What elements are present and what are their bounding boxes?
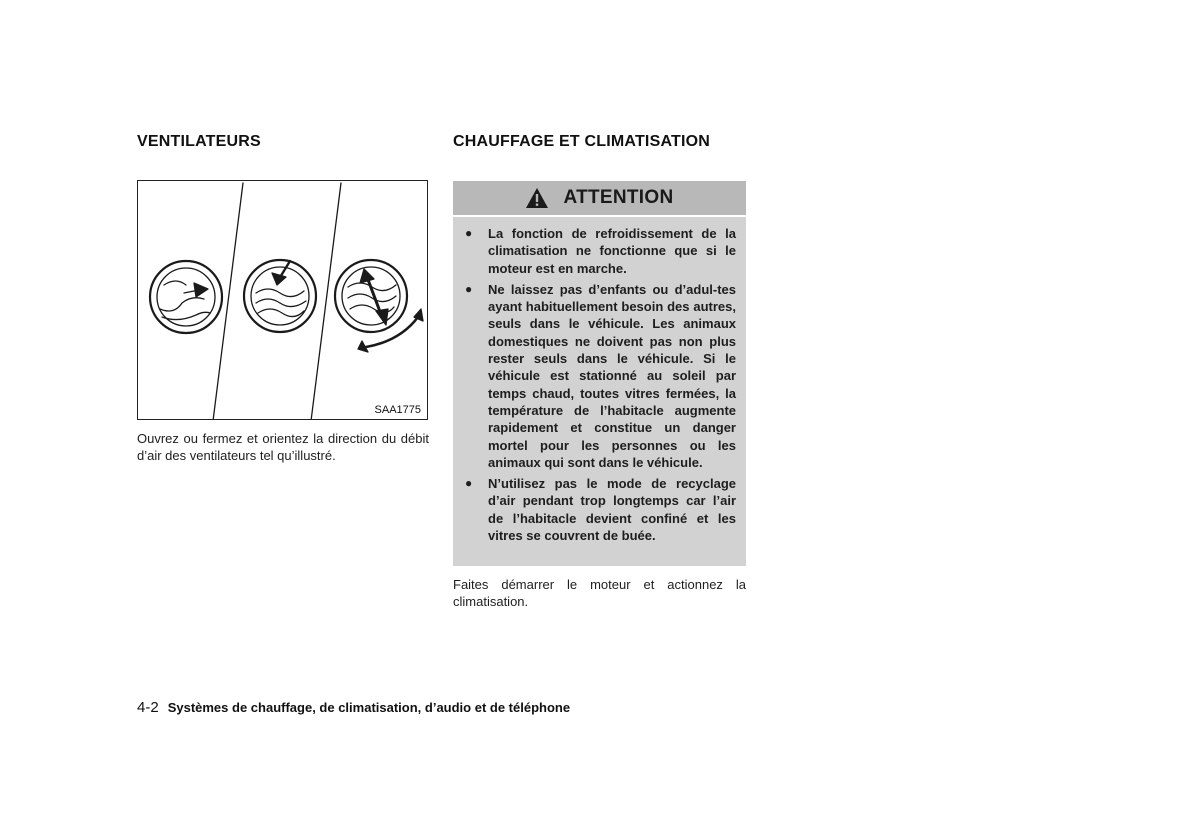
climate-instruction-paragraph: Faites démarrer le moteur et actionnez la climatisation. [453,577,746,609]
attention-header [453,181,746,217]
attention-item-text: N’utilisez pas le mode de recyclage d’air pendant trop longtemps car l’air de l’habitacle devient confiné et les vitres se couvrent de buée. [488,476,736,544]
vent-down-icon [244,260,316,332]
warning-triangle-icon [525,187,549,209]
section-heading-ventilateurs: VENTILATEURS [137,133,261,150]
vent-drawing [138,181,428,420]
vent-closed-icon [150,261,222,333]
section-heading-chauffage: CHAUFFAGE ET CLIMATISATION [453,133,711,150]
vent-swivel-icon [335,260,423,352]
attention-item-text: La fonction de refroidissement de la climatisation ne fonctionne que si le moteur est en marche. [488,226,736,276]
attention-item [465,475,736,544]
vent-instruction-paragraph: Ouvrez ou fermez et orientez la direction du débit d’air des ventilateurs tel qu’illustré. [137,431,429,463]
chapter-title: Systèmes de chauffage, de climatisation, d’audio et de téléphone [167,700,571,715]
figure-code: SAA1775 [374,404,421,416]
attention-item-text: Ne laissez pas d’enfants ou d’adul-tes ayant habituellement besoin des autres, seuls dans le véhicule. Les animaux domestiques ne doivent pas non plus rester seuls dans le véhicule. Si le véhicule est stationné au soleil par temps chaud, toutes vitres fermées, la température de l’habitacle augmente rapidement et constitue un danger mortel pour les personnes ou les animaux qui sont dans le véhicule. [488,281,736,470]
attention-list [453,217,746,544]
page-number: 4-2 [137,699,159,716]
dashboard-line-left [213,183,243,420]
bullet-icon: ● [465,226,473,240]
page-footer [137,699,570,716]
bullet-icon: ● [465,476,473,491]
vent-illustration [137,180,428,420]
bullet-icon: ● [465,281,473,296]
attention-item [465,225,736,277]
attention-title: ATTENTION [563,187,674,208]
attention-item [465,281,736,471]
attention-box [453,181,746,566]
